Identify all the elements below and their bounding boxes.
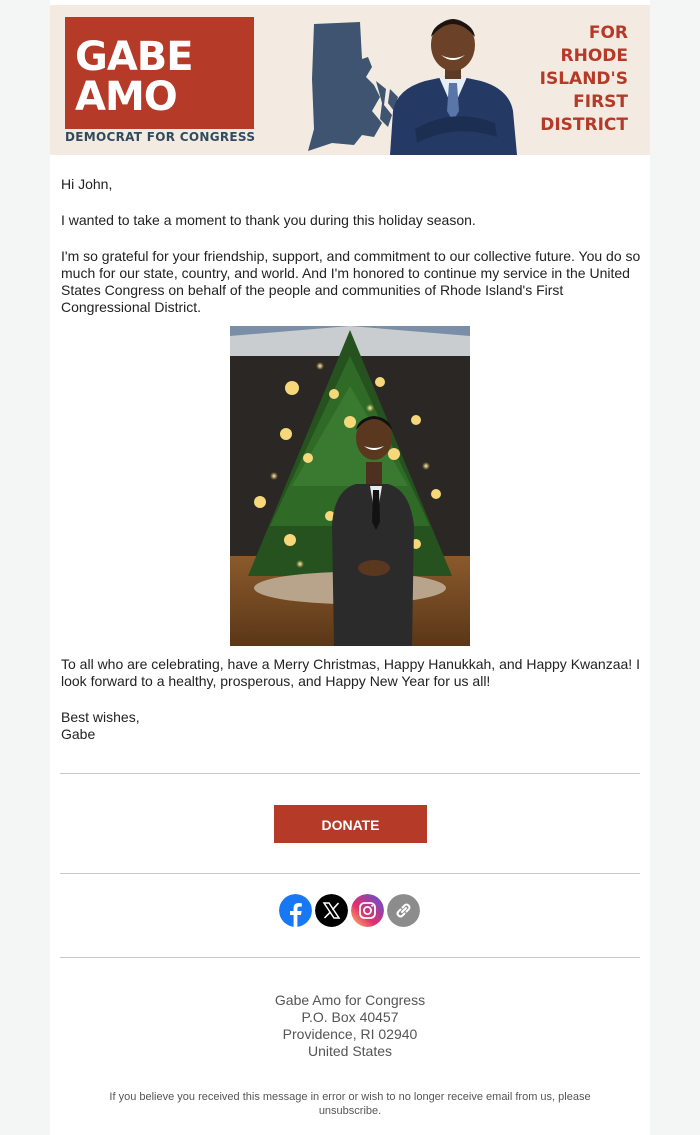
divider bbox=[60, 957, 640, 958]
signature: Gabe bbox=[61, 726, 96, 742]
district-line: DISTRICT bbox=[540, 115, 628, 135]
divider bbox=[60, 773, 640, 774]
logo-first-name: GABE bbox=[75, 34, 193, 80]
social-links bbox=[279, 894, 422, 928]
district-tagline bbox=[520, 22, 628, 137]
address-country: United States bbox=[307, 1043, 393, 1059]
donate-button[interactable]: DONATE bbox=[274, 805, 427, 843]
district-line: ISLAND'S bbox=[539, 69, 628, 89]
email-body bbox=[50, 0, 650, 1135]
campaign-logo bbox=[65, 17, 254, 129]
logo-tagline: DEMOCRAT FOR CONGRESS bbox=[65, 130, 256, 144]
divider bbox=[60, 873, 640, 874]
gratitude-paragraph: I'm so grateful for your friendship, support, and commitment to our collective future. You do so much for our state, country, and world. And I'm honored to continue my service in the United States Congress on behalf of the people and communities of Rhode Island's First Congressional District. bbox=[61, 248, 641, 315]
holiday-greeting-paragraph: To all who are celebrating, have a Merry Christmas, Happy Hanukkah, and Happy Kwanzaa! I look forward to a healthy, prosperous, and Happy New Year for us all! bbox=[61, 656, 640, 689]
instagram-icon[interactable] bbox=[351, 894, 384, 927]
logo-last-name: AMO bbox=[75, 74, 177, 120]
mailing-address bbox=[50, 992, 650, 1060]
address-org: Gabe Amo for Congress bbox=[274, 992, 426, 1008]
holiday-tree-photo bbox=[230, 326, 470, 646]
greeting: Hi John, bbox=[61, 176, 113, 192]
address-city: Providence, RI 02940 bbox=[282, 1026, 418, 1042]
district-line: RHODE bbox=[560, 46, 628, 66]
address-po-box: P.O. Box 40457 bbox=[301, 1009, 399, 1025]
link-icon[interactable] bbox=[387, 894, 420, 927]
candidate-portrait bbox=[385, 11, 520, 155]
unsubscribe-note[interactable]: If you believe you received this message in error or wish to no longer receive email from us, please unsubscribe. bbox=[109, 1091, 591, 1117]
x-icon[interactable] bbox=[315, 894, 348, 927]
thanks-paragraph: I wanted to take a moment to thank you during this holiday season. bbox=[61, 212, 476, 228]
closing: Best wishes, bbox=[61, 709, 140, 725]
header-banner bbox=[50, 5, 650, 155]
district-line: FOR bbox=[588, 23, 628, 43]
signoff bbox=[61, 709, 641, 743]
district-line: FIRST bbox=[573, 92, 628, 112]
facebook-icon[interactable] bbox=[279, 894, 312, 927]
